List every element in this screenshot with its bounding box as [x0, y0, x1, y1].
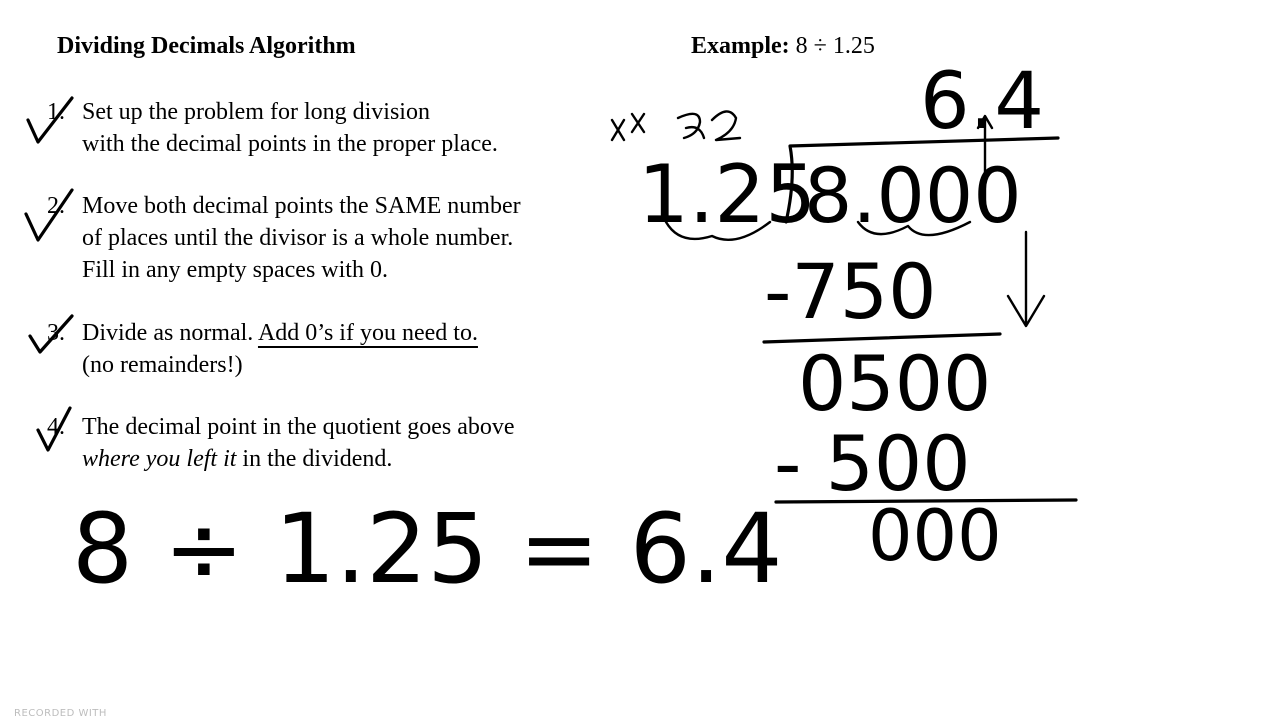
step-number: 3. — [47, 320, 65, 346]
scratch-mark — [612, 114, 644, 140]
italic-phrase: where you left it — [82, 446, 237, 472]
underlined-phrase: Add 0’s if you need to. — [257, 320, 478, 346]
checkmark-icon — [30, 316, 72, 352]
page-title: Dividing Decimals Algorithm — [57, 33, 356, 59]
remainder-row: 0500 — [798, 339, 992, 428]
step-number: 4. — [47, 414, 65, 440]
watermark-text: RECORDED WITH — [14, 708, 107, 719]
example-label: Example: — [691, 33, 790, 59]
divisor: 1.25 — [638, 148, 817, 241]
step-line: Divide as normal. — [82, 320, 258, 346]
step-line: (no remainders!) — [82, 352, 243, 378]
step-line: Set up the problem for long division — [82, 99, 430, 125]
step-line: Move both decimal points the SAME number — [82, 193, 521, 219]
bring-down-arrow — [1008, 232, 1044, 326]
step-line: The decimal point in the quotient goes above — [82, 414, 515, 440]
step-number: 2. — [47, 193, 65, 219]
step-line: in the dividend. — [236, 446, 393, 472]
handwritten-equation: 8 ÷ 1.25 = 6.4 — [72, 493, 783, 605]
remainder-row: 000 — [868, 495, 1002, 577]
step-line: Fill in any empty spaces with 0. — [82, 257, 388, 283]
step-line: with the decimal points in the proper place. — [82, 131, 498, 157]
subtraction-row: - 500 — [774, 419, 971, 508]
subtraction-row: -750 — [764, 247, 937, 336]
scratch-mark — [678, 111, 740, 140]
checkmark-icon — [38, 408, 70, 450]
checkmark-icon — [26, 190, 72, 240]
checkmark-icon — [28, 98, 72, 142]
step-number: 1. — [47, 99, 65, 125]
step-line: of places until the divisor is a whole number. — [82, 225, 514, 251]
quotient: 6.4 — [920, 57, 1045, 147]
example-problem: 8 ÷ 1.25 — [795, 33, 875, 59]
dividend: 8.000 — [804, 151, 1022, 240]
